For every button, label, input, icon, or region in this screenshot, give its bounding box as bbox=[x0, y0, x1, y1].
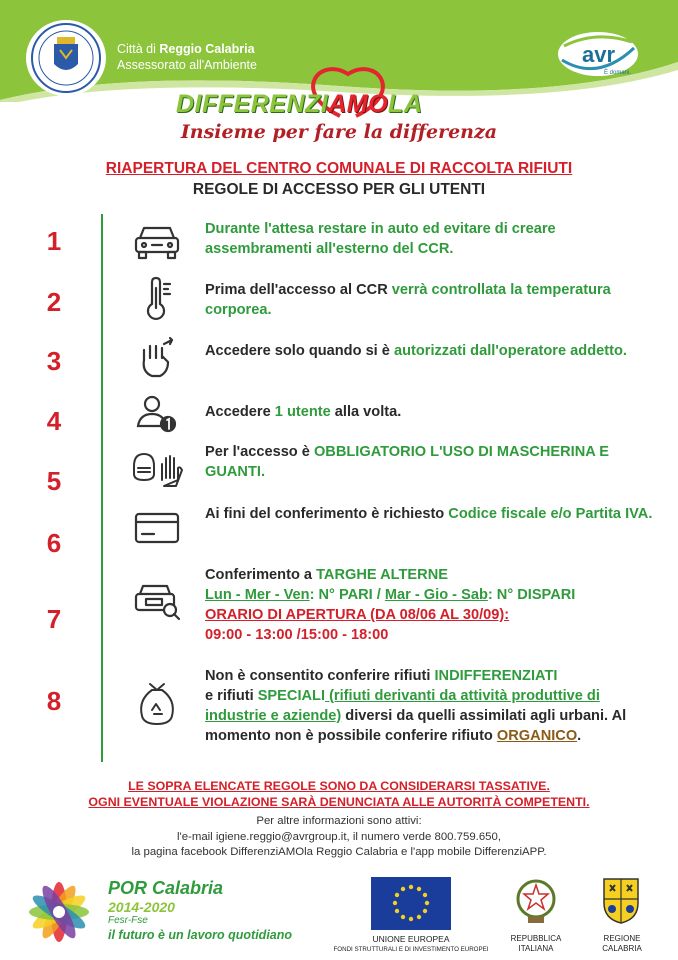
rule-text-2 bbox=[205, 280, 655, 320]
rule-text-5 bbox=[205, 442, 655, 482]
rule-number: 1 bbox=[46, 226, 62, 256]
rule-6-plain: Ai fini del conferimento è richiesto bbox=[205, 506, 449, 522]
rule-number: 4 bbox=[46, 406, 62, 436]
even-days: Lun - Mer - Ven bbox=[205, 587, 310, 603]
mask-gloves-icon bbox=[130, 446, 184, 492]
rule-2-plain: Prima dell'accesso al CCR bbox=[205, 282, 392, 298]
italian-republic-emblem-icon bbox=[514, 875, 558, 927]
car-icon bbox=[130, 218, 184, 264]
city-name: Reggio Calabria bbox=[159, 42, 255, 56]
rule-4-green: 1 utente bbox=[274, 404, 331, 420]
rule-1-green: Durante l'attesa restare in auto ed evitare di creare assembramenti all'esterno del CCR. bbox=[205, 221, 556, 257]
recycling-bag-icon bbox=[130, 680, 184, 726]
page-subtitle: REGOLE DI ACCESSO PER GLI UTENTI bbox=[192, 181, 486, 198]
brand-part-2: AMO bbox=[328, 90, 389, 118]
info-line-1: Per altre informazioni sono attivi: bbox=[256, 815, 422, 827]
avr-tagline: È domani. bbox=[604, 70, 632, 76]
por-fund: Fesr-Fse bbox=[108, 915, 148, 926]
even-plates: : N° PARI / bbox=[309, 587, 385, 603]
rule-2-green: verrà controllata la temperatura corporea. bbox=[205, 282, 611, 318]
por-calabria-flower-icon bbox=[14, 872, 104, 952]
por-motto: il futuro è un lavoro quotidiano bbox=[108, 928, 293, 942]
reg-name-line-2: CALABRIA bbox=[602, 944, 642, 953]
italian-republic-name bbox=[500, 934, 572, 954]
rule-8-green-2: SPECIALI bbox=[257, 688, 326, 704]
rule-number: 8 bbox=[46, 686, 62, 716]
slogan: Insieme per fare la differenza bbox=[180, 121, 498, 143]
page-title: RIAPERTURA DEL CENTRO COMUNALE DI RACCOLTA RIFIUTI bbox=[105, 160, 573, 177]
por-years: 2014-2020 bbox=[108, 899, 175, 915]
rule-3-plain: Accedere solo quando si è bbox=[205, 343, 394, 359]
rule-text-7 bbox=[205, 565, 655, 645]
city-prefix: Città di bbox=[117, 42, 156, 56]
city-seal-icon bbox=[26, 20, 106, 96]
rule-number: 6 bbox=[46, 528, 62, 558]
info-line-3: la pagina facebook DifferenziAMOla Reggio Calabria e l'app mobile DifferenziAPP. bbox=[131, 846, 547, 858]
regione-calabria-emblem-icon bbox=[600, 875, 642, 925]
brand-part-3: LA bbox=[388, 90, 423, 118]
odd-days: Mar - Gio - Sab bbox=[384, 587, 488, 603]
rule-7-plain: Conferimento a bbox=[205, 567, 317, 583]
eu-name: UNIONE EUROPEA bbox=[372, 934, 450, 944]
warning-line-2: OGNI EVENTUALE VIOLAZIONE SARÀ DENUNCIATA ALLE AUTORITÀ COMPETENTI. bbox=[88, 795, 590, 809]
brand-part-1: DIFFERENZI bbox=[176, 90, 329, 118]
rule-8-plain: Non è consentito conferire rifiuti bbox=[205, 668, 435, 684]
rule-8-plain-2: e rifiuti bbox=[205, 688, 258, 704]
rule-number: 5 bbox=[46, 466, 62, 496]
rule-8-green: INDIFFERENZIATI bbox=[434, 668, 558, 684]
rule-number: 2 bbox=[46, 287, 62, 317]
avr-logo bbox=[556, 30, 640, 82]
car-plate-search-icon bbox=[130, 576, 184, 622]
footer-logos bbox=[0, 866, 678, 960]
rule-8-organic: ORGANICO bbox=[496, 728, 578, 744]
odd-plates: : N° DISPARI bbox=[487, 587, 576, 603]
por-title: POR Calabria bbox=[108, 878, 224, 898]
eu-flag-icon bbox=[371, 877, 451, 930]
reg-name-line-1: REGIONE bbox=[603, 934, 641, 943]
rule-6-green: Codice fiscale e/o Partita IVA. bbox=[448, 506, 653, 522]
rule-number: 3 bbox=[46, 346, 62, 376]
raised-hand-icon bbox=[130, 336, 184, 382]
opening-hours: 09:00 - 13:00 /15:00 - 18:00 bbox=[205, 627, 389, 643]
rule-text-3 bbox=[205, 341, 655, 361]
rep-name-line-1: REPUBBLICA bbox=[510, 934, 562, 943]
brand-wordmark bbox=[176, 90, 422, 119]
rule-5-plain: Per l'accesso è bbox=[205, 444, 314, 460]
rule-number: 7 bbox=[46, 604, 62, 634]
differenziamola-logo bbox=[170, 62, 510, 118]
rule-5-green: OBBLIGATORIO L'USO DI MASCHERINA E GUANTI. bbox=[205, 444, 610, 480]
info-line-2: l'e-mail igiene.reggio@avrgroup.it, il numero verde 800.759.650, bbox=[177, 830, 501, 843]
rule-text-1 bbox=[205, 219, 655, 259]
rule-4-plain: Accedere bbox=[205, 404, 275, 420]
rule-text-4 bbox=[205, 402, 655, 422]
contact-info bbox=[0, 814, 678, 861]
rule-4-plain-2: alla volta. bbox=[330, 404, 402, 420]
thermometer-icon bbox=[130, 276, 184, 322]
divider-line bbox=[101, 214, 103, 762]
rule-text-6 bbox=[205, 504, 655, 524]
eu-subtitle: FONDI STRUTTURALI E DI INVESTIMENTO EUROPEI bbox=[333, 946, 489, 953]
opening-hours-title: ORARIO DI APERTURA (DA 08/06 AL 30/09): bbox=[205, 607, 510, 623]
department-name: Assessorato all'Ambiente bbox=[117, 58, 257, 72]
single-user-icon bbox=[130, 392, 184, 438]
regione-calabria-name bbox=[586, 934, 658, 954]
rule-text-8 bbox=[205, 666, 655, 746]
rep-name-line-2: ITALIANA bbox=[518, 944, 554, 953]
id-card-icon bbox=[130, 506, 184, 552]
rule-8-plain-3: diversi da quelli assimilati agli urbani. Al momento non è possibile conferire rifiuto bbox=[205, 708, 627, 744]
rule-8-green-3: (rifiuti derivanti da attività produttive di industrie e aziende) bbox=[205, 688, 600, 724]
rule-3-green: autorizzati dall'operatore addetto. bbox=[393, 343, 627, 359]
rule-8-end: . bbox=[577, 728, 582, 744]
warning-line-1: LE SOPRA ELENCATE REGOLE SONO DA CONSIDERARSI TASSATIVE. bbox=[128, 779, 550, 793]
rule-7-green: TARGHE ALTERNE bbox=[316, 567, 448, 583]
avr-wordmark: avr bbox=[582, 42, 616, 67]
